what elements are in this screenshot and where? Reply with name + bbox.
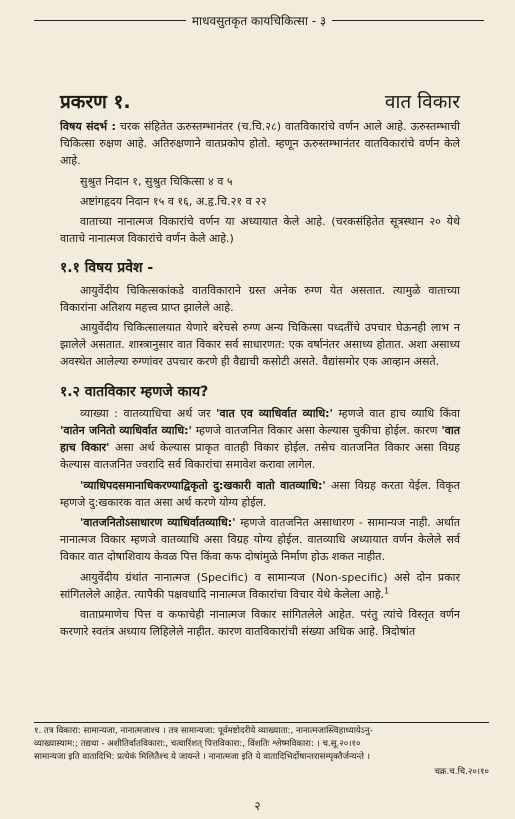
paragraph: आयुर्वेदीय चिकित्सालयात येणारे बरेचसे रुग्ण अन्य चिकित्सा पध्दतींचे उपचार घेऊनही लाभ न झालेले असतात. शास्त्रानुसार वात विकार सर्व साधारणत: एक वर्षानंतर असाध्य होतात. अशा असाध्य अवस्थेत आलेल्या रुग्णांवर उपचार करणे ही वैद्याची कसोटी असते. वैद्यांसमोर एक आव्हान असते. xyxy=(60,321,460,369)
footnotes xyxy=(34,725,489,779)
quote: 'वात हाच विकार' xyxy=(60,424,460,455)
text-run: व्याख्या : वातव्याधिचा अर्थ जर xyxy=(80,406,217,420)
subject-label: विषय संदर्भ : xyxy=(60,120,116,133)
chapter-title: वात विकार xyxy=(384,91,460,113)
footnote-line: सामान्यजा इति वातादिभि: प्रत्येकं मिलितैश्च ये जायन्ते । नानात्मजा इति ये वातादिभिर्दोषान्तरासम्पृक्तैर्जन्यन्ते । xyxy=(34,752,371,762)
running-title: माधवसुतकृत कायचिकित्सा - ३ xyxy=(191,13,327,28)
footnote-marker: 1 xyxy=(384,586,390,596)
reference-line: सुश्रुत निदान १, सुश्रुत चिकित्सा ४ व ५ xyxy=(80,174,233,188)
text-run: म्हणजे वातजनित विकार असा केल्यास चुकीचा होईल. कारण xyxy=(191,424,442,438)
paragraph: वाताच्या नानात्मज विकारांचे वर्णन या अध्यायात केले आहे. (चरकसंहितेत सूत्रस्थान २० येथे वाताचे नानात्मज विकारांचे वर्णन केले आहे.) xyxy=(60,215,460,246)
footnote-rule xyxy=(34,722,489,723)
paragraph xyxy=(60,569,460,603)
text-run: म्हणजे वात हाच व्याधि किंवा xyxy=(332,406,460,420)
quote: 'व्याधिपदसमानाधिकरण्याद्विकृतो दु:खकारी वातो वातव्याधि:' xyxy=(80,478,326,492)
section-heading: १.२ वातविकार म्हणजे काय? xyxy=(60,383,209,400)
quote: 'वातेन जनितो व्याधिर्वात व्याधि:' xyxy=(60,424,192,438)
header-rule-left xyxy=(34,20,186,21)
text-run: असा अर्थ केल्यास प्राकृत वातही विकार होईल. तसेच वातजनित विकार असा विग्रह केल्यास वातजनित ज्वरादि सर्व विकारांचा समावेश करावा लागेल. xyxy=(60,441,460,472)
header-rule-right xyxy=(332,20,484,21)
paragraph xyxy=(60,514,460,566)
paragraph: आयुर्वेदीय चिकित्सकांकडे वातविकाराने ग्रस्त अनेक रुग्ण येत असतात. त्यामुळे वाताच्या विकारांना अतिशय महत्त्व प्राप्त झालेले आहे. xyxy=(60,283,460,314)
text-run: आयुर्वेदीय ग्रंथांत नानात्मज (Specific) व सामान्यज (Non-specific) असे दोन प्रकार सांगितलेले आहेत. त्यापैकी पक्षवधादि नानात्मज विकारांचा विचार येथे केलेला आहे. xyxy=(60,570,460,601)
quote: 'वातजनितोऽसाधारण व्याधिर्वातव्याधि:' xyxy=(80,516,236,530)
quote: 'वात एव व्याधिर्वात व्याधि:' xyxy=(216,406,333,420)
text-run: असा विग्रह करता येईल. विकृत म्हणजे दु:खकारक वात असा अर्थ करणे योग्य होईल. xyxy=(60,478,460,509)
body-text xyxy=(60,118,460,643)
paragraph: वाताप्रमाणेच पित्त व कफाचेही नानात्मज विकार सांगितलेले आहेत. परंतु त्यांचे विस्तृत वर्णन करणारे स्वतंत्र अध्याय लिहिलेले नाहीत. कारण वातविकारांची संख्या अधिक आहे. त्रिदोषांत xyxy=(60,608,460,639)
footnote-line: व्याख्यास्याम:; तद्यथा - अशीतिर्वातविकारा:, चत्वारिंशत् पित्तविकारा:, विंशतिः श्लेष्मविकारा: । च.सू.२०।१० xyxy=(34,739,361,749)
intro-text: चरक संहितेत ऊरुस्तम्भानंतर (च.चि.२८) वातविकारांचे वर्णन आले आहे. ऊरुस्तम्भाची चिकित्सा रुक्षण आहे. अतिरुक्षणाने वातप्रकोप होतो. म्हणून ऊरुस्तम्भानंतर वातविकारांचे वर्णन केले आहे. xyxy=(60,120,460,168)
chapter-number: प्रकरण १. xyxy=(60,91,131,113)
footnote-source: चक्र.च.चि.२०।१० xyxy=(434,767,489,777)
running-header xyxy=(34,10,484,30)
footnote-line: १. तत्र विकारा: सामान्यजा, नानात्मजाश्च । तत्र सामान्यजा: पूर्वमष्टोदरीये व्याख्याता:, नानात्मजास्त्विहाध्यायेऽनु- xyxy=(34,726,373,736)
definition-paragraph xyxy=(60,405,460,474)
section-heading: १.१ विषय प्रवेश - xyxy=(60,260,154,277)
chapter-heading xyxy=(60,88,460,114)
reference-line: अष्टांगहृदय निदान १५ व १६, अ.हृ.चि.२१ व २२ xyxy=(80,194,267,208)
page-number: २ xyxy=(254,799,261,813)
paragraph xyxy=(60,477,460,511)
text-run: म्हणजे वातजनित असाधारण - सामान्यज नाही. अर्थात नानात्मज विकार म्हणजे वातव्याधि असा विग्रह योग्य होईल. वातव्याधि अध्यायात वर्णन केलेले सर्व विकार वात दोषाशिवाय केवळ पित्त किंवा कफ दोषांमुळे निर्माण होऊ शकत नाहीत. xyxy=(60,516,460,564)
intro-paragraph xyxy=(60,118,460,170)
